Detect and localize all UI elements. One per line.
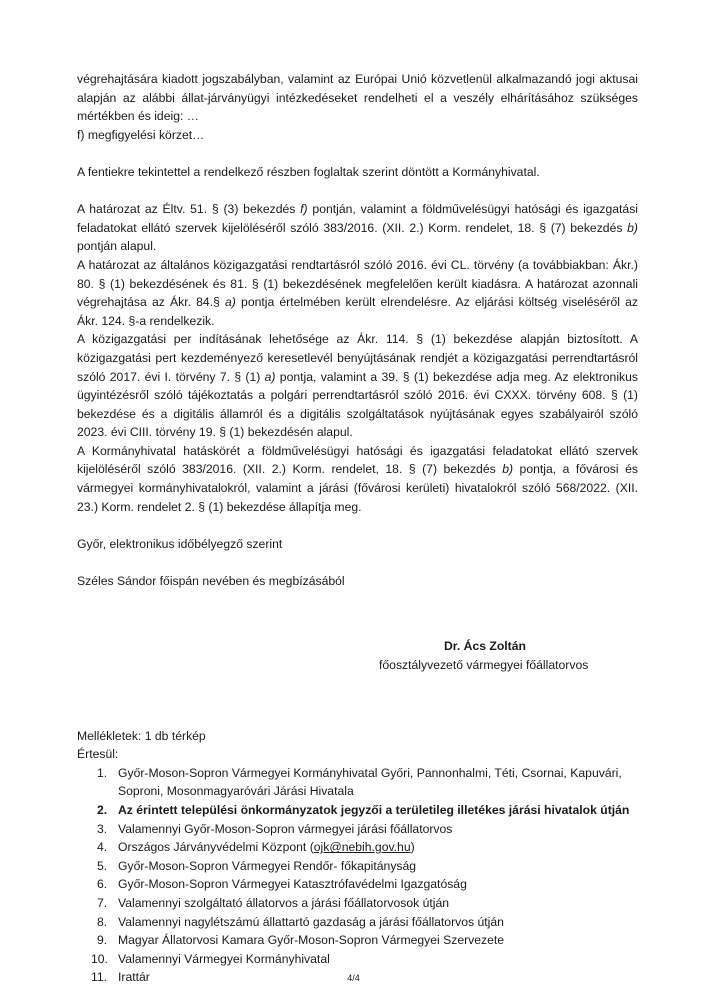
intro-paragraph: végrehajtására kiadott jogszabályban, valamint az Európai Unió közvetlenül alkalmazandó jogi aktusai alapján az alábbi állat-járványügyi intézkedéseket rendelheti el a veszély elhárításához szükséges mértékben és ideig: … [77,72,638,124]
attachments-line: Mellékletek: 1 db térkép [77,728,206,743]
recipients-label: Értesül: [77,747,119,762]
place-and-date: Győr, elektronikus időbélyegző szerint [77,536,283,551]
list-item: 3. Valamennyi Győr-Moson-Sopron vármegyei járási főállatorvos [97,821,453,836]
legal-basis-paragraph-3: A közigazgatási per indításának lehetősége az Ákr. 114. § (1) bekezdése alapján biztosított. A közigazgatási pert kezdeményező keresetlevél benyújtásának rendjét a közigazgatási perrendtartásról szóló 2017. évi I. törvény 7. § (1) a) pontja, valamint a 39. § (1) bekezdése adja meg. Az elektronikus ügyintézésről szóló tájékoztatás a polgári perrendtartásról szóló 2016. évi CXXX. törvény 608. § (1) bekezdése és a digitális államról és a digitális szolgáltatások nyújtásának egyes szabályairól szóló 2023. évi CIII. törvény 19. § (1) bekezdésén alapul. [77,332,638,440]
list-item: 9. Magyar Állatorvosi Kamara Győr-Moson-Sopron Vármegyei Szervezete [97,933,505,948]
list-item: 10. Valamennyi Vármegyei Kormányhivatal [91,951,330,966]
document-page [77,70,638,987]
legal-basis-paragraph-2: A határozat az általános közigazgatási rendtartásról szóló 2016. évi CL. törvény (a továbbiakban: Ákr.) 80. § (1) bekezdésének és 81. § (1) bekezdésének megfelelően került kiadásra. A határozat azonnali végrehajtása az Ákr. 84.§ a) pontja értelmében került elrendelésre. Az eljárási költség viseléséről az Ákr. 124. §-a rendelkezik. [77,257,639,328]
page-number: 4/4 [347,973,360,983]
list-item: 8. Valamennyi nagylétszámú állattartó gazdaság a járási főállatorvos útján [97,914,504,929]
signatory-title: főosztályvezető vármegyei főállatorvos [379,657,589,672]
list-item: 1. Győr-Moson-Sopron Vármegyei Kormányhivatal Győri, Pannonhalmi, Téti, Csornai, Kapuvári, Soproni, Mosonmagyaróvári Járási Hivatala [97,765,622,799]
list-item: 6. Győr-Moson-Sopron Vármegyei Katasztrófavédelmi Igazgatóság [97,877,467,892]
list-item: 11. Irattár [91,970,150,985]
on-behalf-line: Széles Sándor főispán nevében és megbízásából [77,574,345,589]
legal-basis-paragraph-1: A határozat az Éltv. 51. § (3) bekezdés f) pontján, valamint a földművelésügyi hatósági és igazgatási feladatokat ellátó szervek kijelöléséről szóló 383/2016. (XII. 2.) Korm. rendelet, 18. § (7) bekezdés b) pontján alapul. [77,202,639,254]
list-item: 5. Győr-Moson-Sopron Vármegyei Rendőr- főkapitányság [97,858,417,873]
list-item: 7. Valamennyi szolgáltató állatorvos a járási főállatorvosok útján [97,895,450,910]
decision-paragraph: A fentiekre tekintettel a rendelkező részben foglaltak szerint döntött a Kormányhivatal. [77,164,540,179]
intro-item-f: f) megfigyelési körzet… [77,127,205,142]
signature-block [77,637,638,677]
list-item: 2. Az érintett települési önkormányzatok jegyzői a területileg illetékes járási hivatalok útján [97,803,630,817]
list-item: 4. Országos Járványvédelmi Központ (ojk@nebih.gov.hu) [97,840,415,855]
email-link[interactable]: ojk@nebih.gov.hu [313,840,411,855]
legal-basis-paragraph-4: A Kormányhivatal hatáskörét a földművelésügyi hatósági és igazgatási feladatokat ellátó szervek kijelöléséről szóló 383/2016. (XII. 2.) Korm. rendelet, 18. § (7) bekezdés b) pontja, a fővárosi és vármegyei kormányhivatalokról, valamint a járási (fővárosi kerületi) hivatalokról szóló 568/2022. (XII. 23.) Korm. rendelet 2. § (1) bekezdése állapítja meg. [77,443,638,514]
recipients-list [77,764,638,987]
signatory-name: Dr. Ács Zoltán [444,638,526,653]
